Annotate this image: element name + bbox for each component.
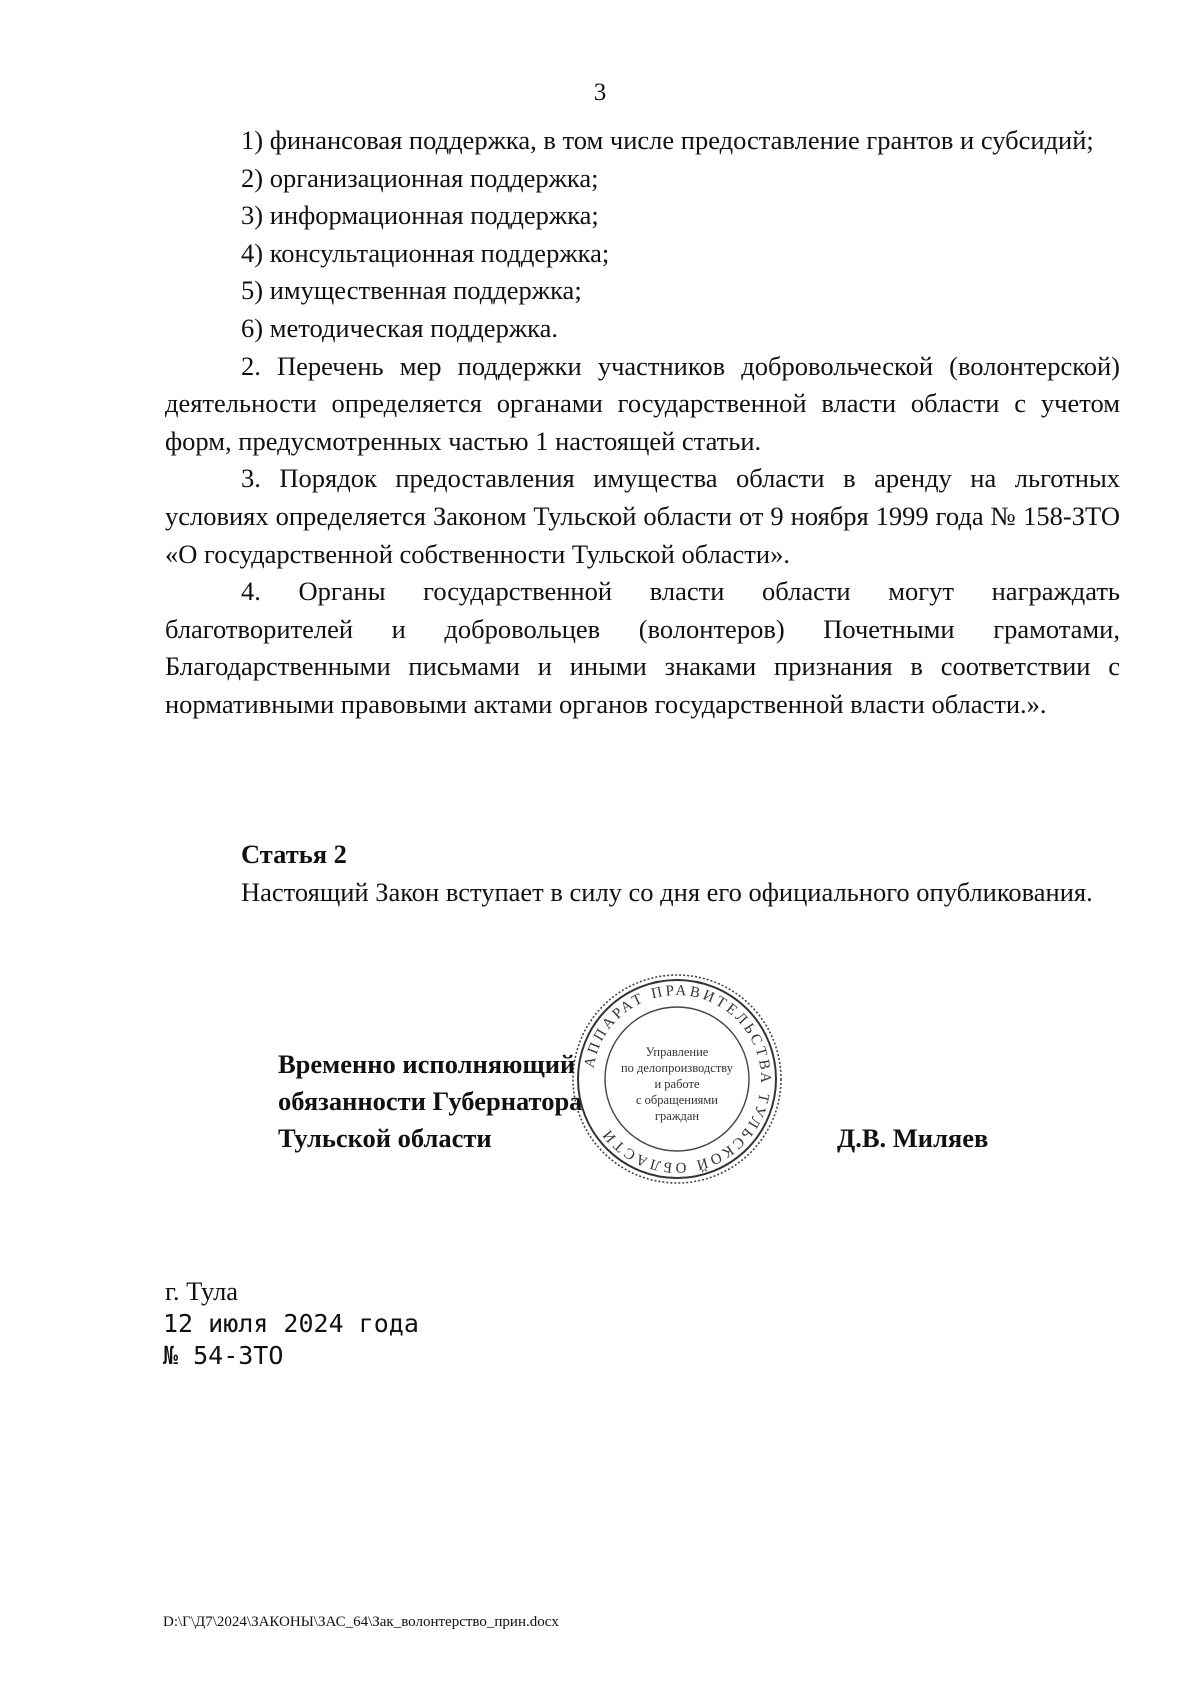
paragraph-2: 2. Перечень мер поддержки участников добровольческой (волонтерской) деятельности определяется органами государственной власти области с учетом форм, предусмотренных частью 1 настоящей статьи.: [165, 350, 1120, 456]
svg-text:граждан: граждан: [654, 1109, 700, 1123]
law-date: 12 июля 2024 года: [163, 1309, 419, 1338]
official-seal: [570, 972, 784, 1186]
svg-text:по делопроизводству: по делопроизводству: [620, 1061, 734, 1075]
article-title: Статья 2: [241, 839, 347, 869]
svg-text:и работе: и работе: [654, 1077, 700, 1091]
signer-name: Д.В. Миляев: [837, 1123, 989, 1153]
svg-text:АППАРАТ ПРАВИТЕЛЬСТВА ТУЛЬСКОЙ: АППАРАТ ПРАВИТЕЛЬСТВА ТУЛЬСКОЙ ОБЛАСТИ: [581, 982, 774, 1176]
article-text: Настоящий Закон вступает в силу со дня его официального опубликования.: [241, 877, 1093, 907]
signatory-line: обязанности Губернатора: [278, 1086, 583, 1116]
signatory-line: Временно исполняющий: [278, 1049, 576, 1079]
city: г. Тула: [165, 1276, 239, 1306]
paragraph-4: 4. Органы государственной власти области могут награждать благотворителей и добровольцев (волонтеров) Почетными грамотами, Благодарственными письмами и иными знаками признания в соответствии с нормативными правовыми актами органов государственной власти области.».: [165, 576, 1120, 719]
list-item-informational: 3) информационная поддержка;: [241, 200, 599, 231]
list-item-consulting: 4) консультационная поддержка;: [241, 237, 610, 268]
paragraph-3: 3. Порядок предоставления имущества области в аренду на льготных условиях определяется Законом Тульской области от 9 ноября 1999 года № 158-ЗТО «О государственной собственности Тульской области».: [165, 463, 1120, 569]
file-path: D:\Г\Д7\2024\ЗАКОНЫ\ЗАС_64\Зак_волонтерство_прин.docx: [163, 1614, 559, 1630]
support-forms-list: [165, 122, 1120, 724]
signatory-position: [278, 1046, 582, 1157]
list-item-financial: 1) финансовая поддержка, в том числе предоставление грантов и субсидий;: [241, 125, 1094, 155]
list-item-methodical: 6) методическая поддержка.: [241, 312, 558, 343]
svg-text:с обращениями: с обращениями: [636, 1093, 718, 1107]
signatory-line: Тульской области: [278, 1123, 492, 1153]
svg-text:Управление: Управление: [645, 1045, 709, 1059]
list-item-property: 5) имущественная поддержка;: [241, 275, 582, 306]
page-number: 3: [593, 79, 607, 106]
list-item-organizational: 2) организационная поддержка;: [241, 162, 599, 193]
law-number: № 54-ЗТО: [163, 1341, 284, 1370]
